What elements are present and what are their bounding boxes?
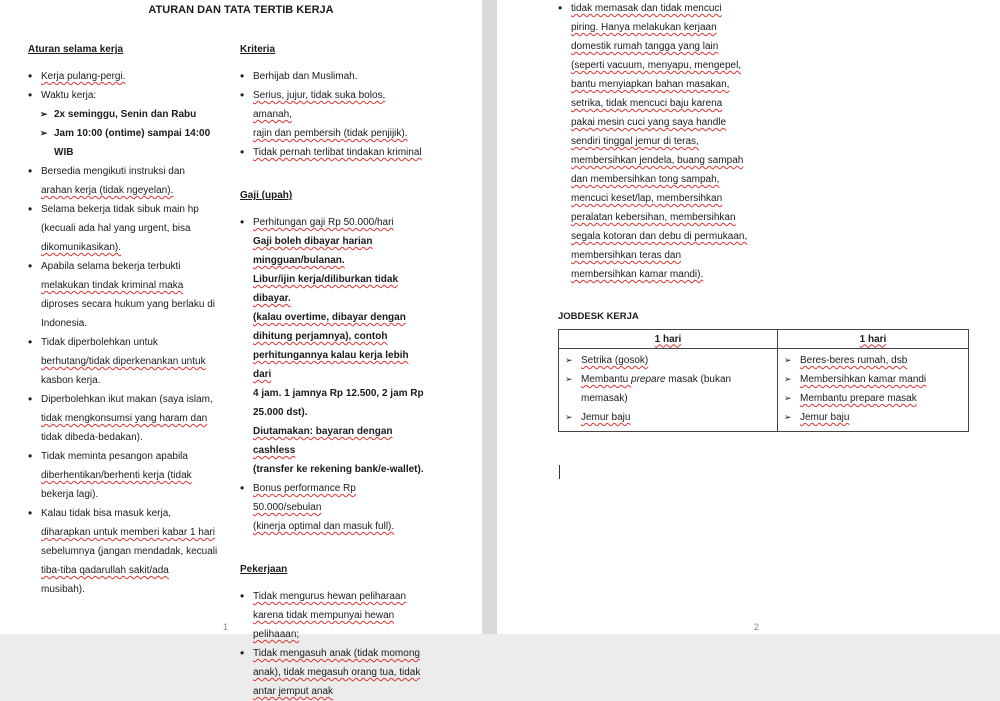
table-row — [559, 349, 969, 432]
column-aturan — [28, 40, 218, 599]
table-header: 1 hari — [778, 330, 969, 349]
list-item: • Tidak meminta pesangon apabila diberhentikan/berhenti kerja (tidak bekerja lagi). — [28, 447, 218, 504]
list-item: • tidak memasak dan tidak mencuci piring. Hanya melakukan kerjaan domestik rumah tangga yang lain (seperti vacuum, menyapu, mengepel, bantu menyiapkan bahan masakan, setrika, tidak mencuci baju karena pakai mesin cuci yang saya handle sendiri tinggal jemur di teras, membersihkan jendela, buang sampah dan membersihkan tong sampah, mencuci keset/lap, membersihkan peralatan kebersihan, membersihkan segala kotoran dan debu di permukaan, membersihkan teras dan membersihkan kamar mandi). — [558, 0, 768, 284]
task-item: ➢ Jemur baju — [563, 408, 773, 427]
task-item: ➢ Setrika (gosok) — [563, 351, 773, 370]
list-item: • Perhitungan gaji Rp 50.000/hari Gaji boleh dibayar harian mingguan/bulanan. Libur/ijin kerja/diliburkan tidak dibayar. (kalau overtime, dibayar dengan dihitung perjamnya), contoh perhitungannya kalau kerja lebih dari 4 jam. 1 jamnya Rp 12.500, 2 jam Rp 25.000 dst). Diutamakan: bayaran dengan cashless (transfer ke rekening bank/e-wallet). — [240, 213, 426, 479]
list-item: • Berhijab dan Muslimah. — [240, 67, 426, 86]
list-item: • Waktu kerja: — [28, 86, 218, 105]
list-item: • Tidak diperbolehkan untuk berhutang/tidak diperkenankan untuk kasbon kerja. — [28, 333, 218, 390]
list-item: • Bersedia mengikuti instruksi dan arahan kerja (tidak ngeyelan). — [28, 162, 218, 200]
list-item: • Kerja pulang-pergi. — [28, 67, 218, 86]
task-item: ➢ Membersihkan kamar mandi — [782, 370, 964, 389]
task-item: ➢ Membantu prepare masak — [782, 389, 964, 408]
gaji-list — [240, 213, 426, 536]
document-page-1 — [0, 0, 482, 697]
document-title: ATURAN DAN TATA TERTIB KERJA — [148, 4, 334, 16]
section-heading-pekerjaan: Pekerjaan — [240, 564, 288, 575]
jobdesk-heading: JOBDESK KERJA — [558, 311, 639, 322]
list-item: • Tidak mengasuh anak (tidak momong anak), tidak megasuh orang tua, tidak antar jemput anak — [240, 644, 426, 701]
table-header: 1 hari — [559, 330, 778, 349]
page-gap — [482, 0, 497, 634]
list-item: • Selama bekerja tidak sibuk main hp (kecuali ada hal yang urgent, bisa dikomunikasikan). — [28, 200, 218, 257]
task-item: ➢ Jemur baju — [782, 408, 964, 427]
task-item: ➢ Beres-beres rumah, dsb — [782, 351, 964, 370]
pekerjaan-list — [240, 587, 426, 701]
list-item: • Tidak pernah terlibat tindakan kriminal — [240, 143, 426, 162]
table-cell — [559, 349, 778, 432]
list-item: • Bonus performance Rp 50.000/sebulan (kinerja optimal dan masuk full). — [240, 479, 426, 536]
list-item: • Apabila selama bekerja terbukti melakukan tindak kriminal maka diproses secara hukum yang berlaku di Indonesia. — [28, 257, 218, 333]
kriteria-list — [240, 67, 426, 162]
section-heading-kriteria: Kriteria — [240, 44, 276, 55]
text-cursor[interactable] — [559, 465, 560, 479]
section-heading-gaji: Gaji (upah) — [240, 190, 293, 201]
sub-list-item: ➢ Jam 10:00 (ontime) sampai 14:00 WIB — [28, 124, 218, 162]
page-number: 2 — [754, 622, 760, 632]
column-kriteria-gaji — [240, 40, 426, 701]
list-item: • Kalau tidak bisa masuk kerja, diharapkan untuk memberi kabar 1 hari sebelumnya (jangan mendadak, kecuali tiba-tiba qadarullah sakit/ada musibah). — [28, 504, 218, 599]
pekerjaan-continued — [558, 0, 768, 284]
task-item: ➢ Membantu prepare masak (bukan memasak) — [563, 370, 773, 408]
table-cell — [778, 349, 969, 432]
list-item: • Tidak mengurus hewan peliharaan karena tidak mempunyai hewan pelihaaan; — [240, 587, 426, 644]
jobdesk-table — [558, 329, 969, 432]
section-heading-aturan: Aturan selama kerja — [28, 44, 124, 55]
aturan-list — [28, 67, 218, 599]
page-number: 1 — [223, 622, 229, 632]
list-item: • Serius, jujur, tidak suka bolos, amanah, rajin dan pembersih (tidak penjijik). — [240, 86, 426, 143]
sub-list-item: ➢ 2x seminggu, Senin dan Rabu — [28, 105, 218, 124]
list-item: • Diperbolehkan ikut makan (saya islam, tidak mengkonsumsi yang haram dan tidak dibeda-bedakan). — [28, 390, 218, 447]
